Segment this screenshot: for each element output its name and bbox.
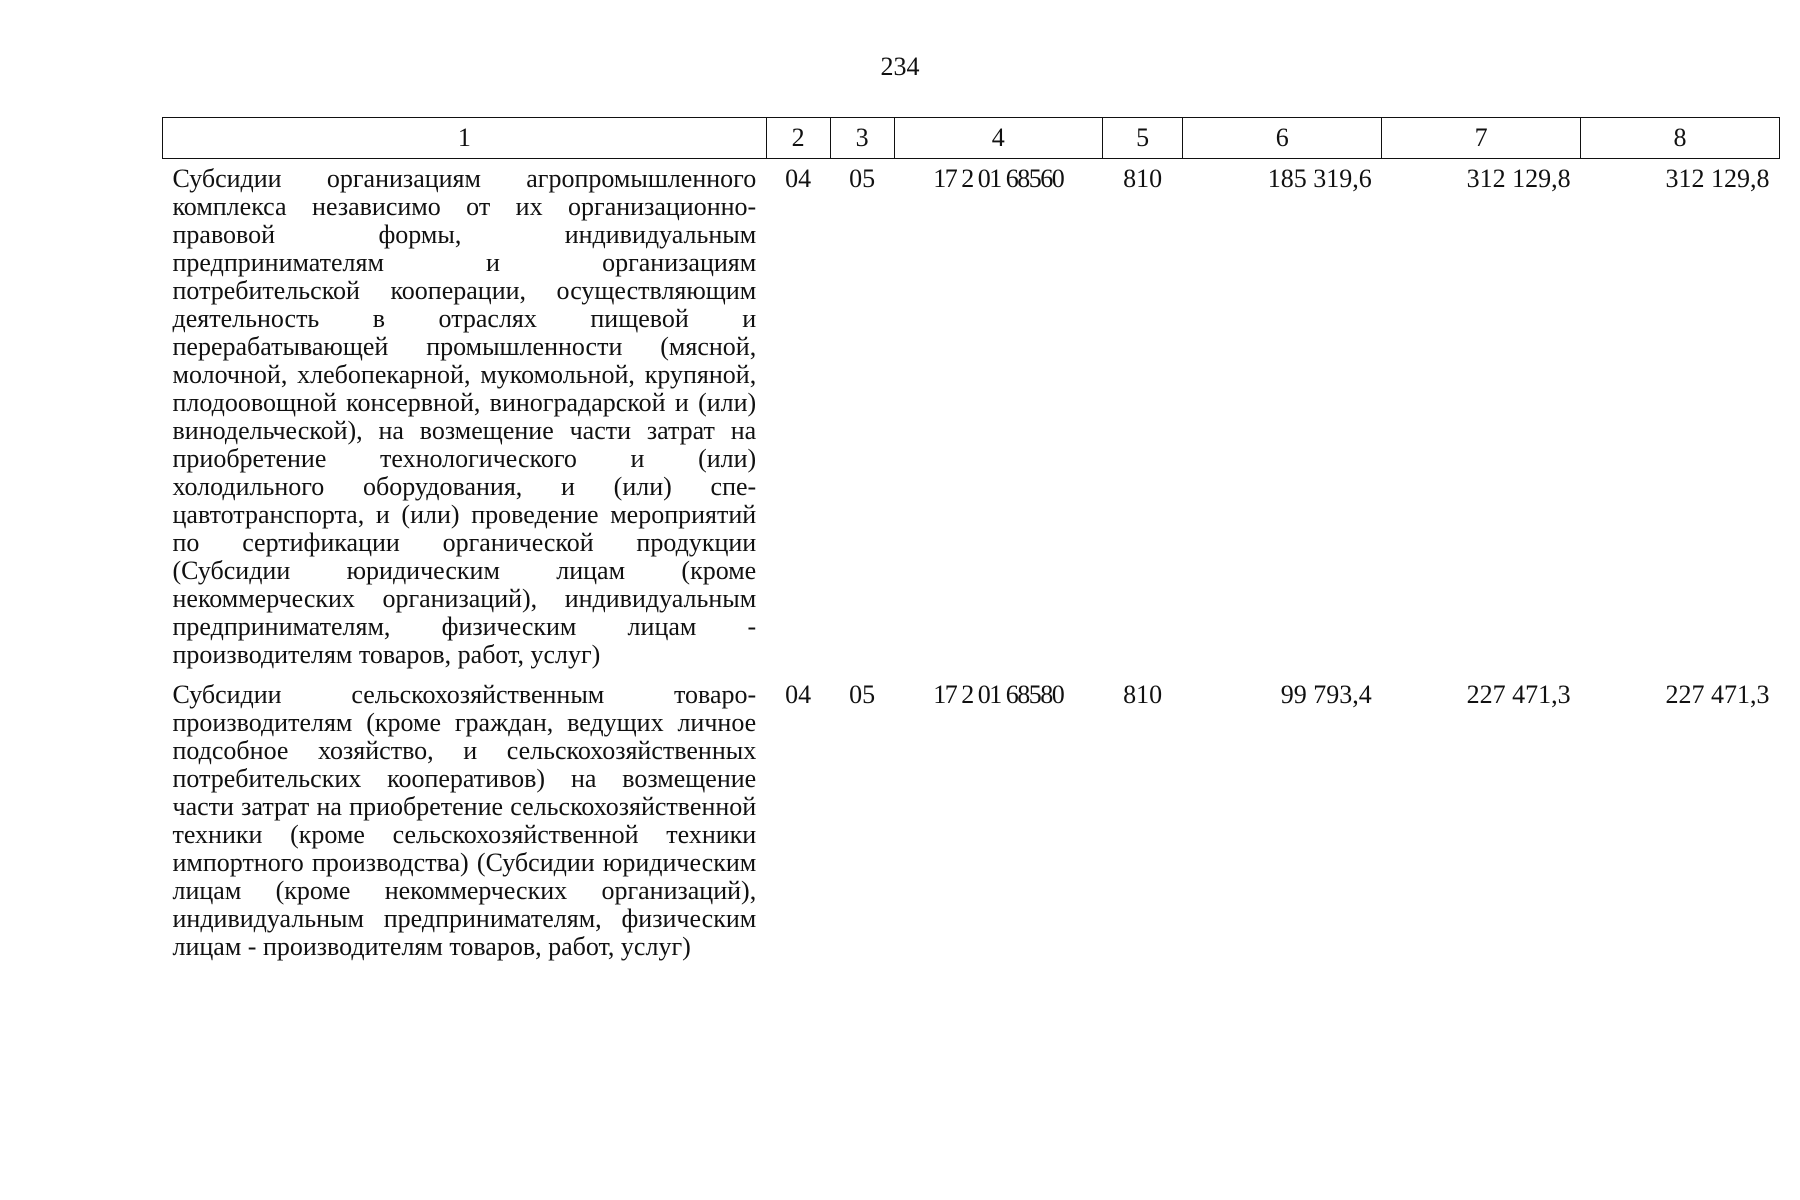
section-code: 04 xyxy=(785,680,812,709)
expense-type-code: 810 xyxy=(1123,164,1163,193)
amount-col-7: 312 129,8 xyxy=(1466,164,1571,193)
column-header: 2 xyxy=(766,118,830,159)
column-header: 4 xyxy=(894,118,1102,159)
column-header: 6 xyxy=(1183,118,1382,159)
table-row xyxy=(163,159,1780,676)
amount-col-8: 312 129,8 xyxy=(1665,164,1770,193)
target-article-code: 17 2 01 68580 xyxy=(933,680,1064,709)
header-row xyxy=(163,118,1780,159)
expense-type-code: 810 xyxy=(1123,680,1163,709)
target-article-code: 17 2 01 68560 xyxy=(933,164,1064,193)
table-row xyxy=(163,675,1780,967)
amount-col-8: 227 471,3 xyxy=(1665,680,1770,709)
subsection-code: 05 xyxy=(849,164,876,193)
column-header: 7 xyxy=(1382,118,1581,159)
section-code: 04 xyxy=(785,164,812,193)
amount-col-7: 227 471,3 xyxy=(1466,680,1571,709)
row-description: Субсидии сельскохозяйственным товаропроизводителям (кроме граждан, ведущих личное подсобное хозяйство, и сельскохозяйственных потребительских кооперативов) на возмещение части затрат на приобретение сельскохозяйственной техники (кроме сельскохозяйственной техники импортного производства) (Субсидии юридическим лицам (кроме некоммерческих организаций), индивидуальным предпринимателям, физическим лицам - производителям товаров, работ, услуг) xyxy=(172,680,757,961)
column-header: 3 xyxy=(830,118,894,159)
row-description: Субсидии организациям агропромышленного комплекса независимо от их организационно-правовой формы, индивидуальным предпринимателям и организациям потребительской кооперации, осуществляющим деятельность в отраслях пищевой и перерабатывающей промышленности (мясной, молочной, хлебопекарной, мукомольной, крупяной, плодоовощной консервной, виноградарской и (или) винодельческой), на возмещение части затрат на приобретение технологического и (или) холодильного оборудования, и (или) спецавтотранспорта, и (или) проведение мероприятий по сертификации органической продукции (Субсидии юридическим лицам (кроме некоммерческих организаций), индивидуальным предпринимателям, физическим лицам - производителям товаров, работ, услуг) xyxy=(172,164,757,669)
column-header: 8 xyxy=(1581,118,1780,159)
column-header: 1 xyxy=(163,118,767,159)
column-header: 5 xyxy=(1102,118,1182,159)
amount-col-6: 99 793,4 xyxy=(1280,680,1372,709)
amount-col-6: 185 319,6 xyxy=(1267,164,1372,193)
budget-table xyxy=(162,117,1780,967)
page-number: 234 xyxy=(880,52,920,81)
subsection-code: 05 xyxy=(849,680,876,709)
